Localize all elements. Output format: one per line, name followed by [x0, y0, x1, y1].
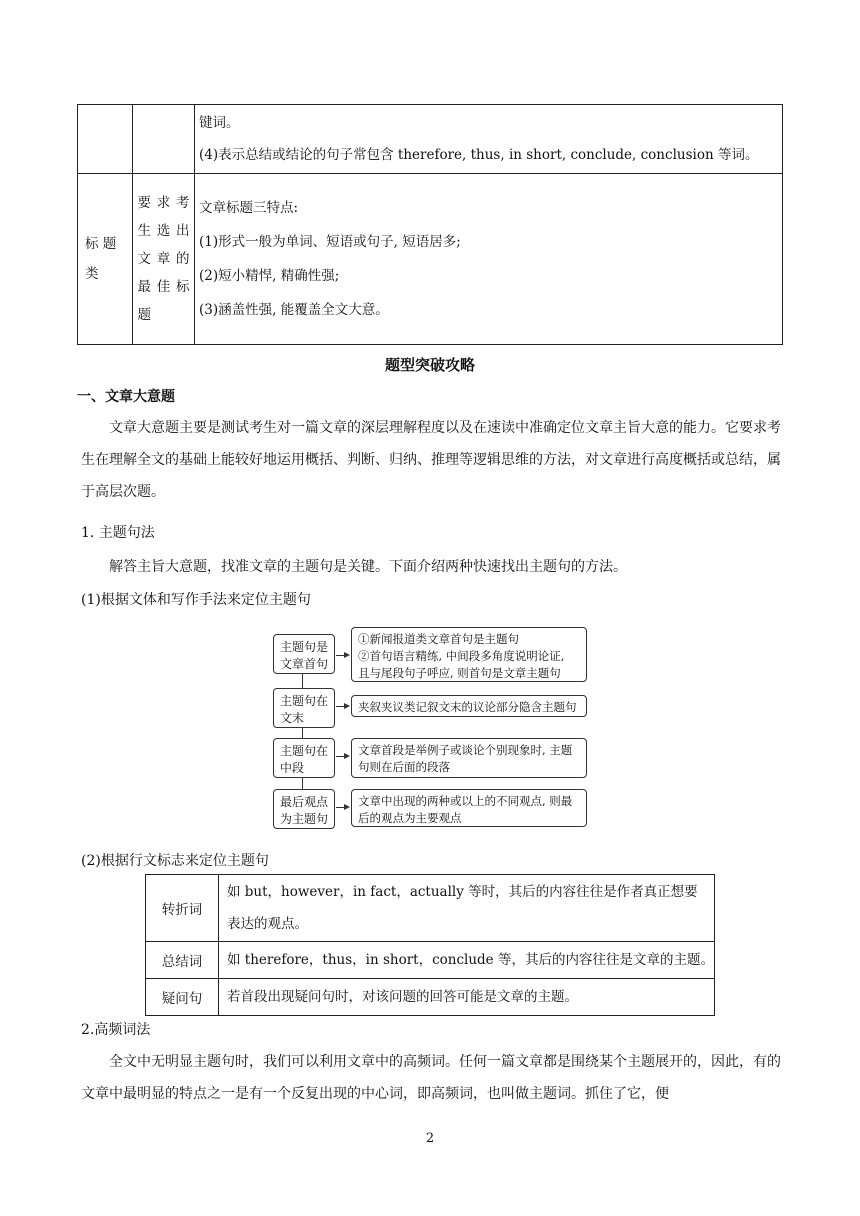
subsection-paragraph: 解答主旨大意题，找准文章的主题句是关键。下面介绍两种快速找出主题句的方法。 — [109, 559, 627, 575]
section-paragraph: 文章大意题主要是测试考生对一篇文章的深层理解程度以及在速读中准确定位文章主旨大意的能力。它要求考生在理解全文的基础上能较好地运用概括、判断、归纳、推理等逻辑思维的方法，对文章进行高度概括或总结，属于高层次题。 — [81, 420, 781, 500]
table-row — [78, 105, 783, 174]
category-cell — [78, 174, 133, 345]
method-title: (1)根据文体和写作手法来定位主题句 — [81, 592, 311, 608]
diagram-right-line: ②首句语言精练, 中间段多角度说明论证, — [358, 649, 565, 663]
signal-line: 如 but，however，in fact，actually 等时，其后的内容往往是作者真正想要 — [227, 884, 698, 900]
diagram-right-line: 句则在后面的段落 — [358, 760, 450, 774]
diagram-right-box — [351, 738, 587, 778]
subsection-title: 2.高频词法 — [81, 1022, 151, 1038]
table-row — [146, 979, 715, 1016]
table-cell-empty — [78, 105, 133, 174]
arrow-icon — [336, 756, 348, 757]
feature-line: (2)短小精悍, 精确性强; — [199, 268, 340, 284]
signal-line: 表达的观点。 — [227, 916, 308, 932]
page-number: 2 — [425, 1131, 435, 1146]
diagram-left-label: 主题句在中段 — [280, 744, 329, 775]
method-title: (2)根据行文标志来定位主题句 — [81, 853, 269, 869]
feature-line: 文章标题三特点: — [199, 200, 299, 216]
table-line: 键词。 — [199, 115, 240, 131]
feature-line: (1)形式一般为单词、短语或句子, 短语居多; — [199, 234, 461, 250]
signal-key: 总结词 — [146, 942, 219, 979]
diagram-right-line: 夹叙夹议类记叙文末的议论部分隐含主题句 — [358, 700, 577, 714]
diagram-left-label: 最后观点为主题句 — [280, 795, 329, 826]
signal-key: 转折词 — [146, 875, 219, 942]
diagram-left-box — [273, 738, 335, 778]
diagram-left-box — [273, 634, 335, 674]
page-heading: 题型突破攻略 — [384, 356, 475, 374]
table-cell-empty — [133, 105, 195, 174]
feature-line: (3)涵盖性强, 能覆盖全文大意。 — [199, 302, 389, 318]
signal-value — [219, 875, 715, 942]
diagram-right-line: 后的观点为主要观点 — [358, 811, 462, 825]
arrow-icon — [336, 807, 348, 808]
section-title: 一、文章大意题 — [77, 389, 175, 405]
diagram-right-box — [351, 789, 587, 827]
signal-line: 如 therefore，thus，in short，conclude 等，其后的内容往往是文章的主题。 — [227, 952, 714, 968]
table-row — [146, 942, 715, 979]
diagram-left-box — [273, 789, 335, 829]
signal-value — [219, 942, 715, 979]
requirement-cell — [133, 174, 195, 345]
question-type-table — [77, 104, 783, 345]
diagram-right-line: ①新闻报道类文章首句是主题句 — [358, 632, 519, 646]
diagram-right-box — [351, 627, 587, 682]
diagram-left-label: 主题句在文末 — [280, 694, 329, 725]
subsection-paragraph: 全文中无明显主题句时，我们可以利用文章中的高频词。任何一篇文章都是围绕某个主题展开的，因此，有的文章中最明显的特点之一是有一个反复出现的中心词，即高频词，也叫做主题词。抓住了它，便 — [81, 1054, 781, 1102]
category-label: 标 题 类 — [85, 235, 117, 282]
subsection-title: 1. 主题句法 — [81, 525, 155, 541]
arrow-icon — [336, 655, 348, 656]
diagram-right-line: 且与尾段句子呼应, 则首句是文章主题句 — [358, 666, 561, 680]
table-line: (4)表示总结或结论的句子常包含 therefore, thus, in short, conclude, conclusion 等词。 — [199, 147, 759, 163]
requirement-label: 要求考生选出文章的最佳标题 — [137, 195, 190, 323]
diagram-right-line: 文章中出现的两种或以上的不同观点, 则最 — [358, 794, 573, 808]
diagram-right-line: 文章首段是举例子或谈论个别现象时, 主题 — [358, 743, 573, 757]
features-cell — [195, 174, 783, 345]
signal-line: 若首段出现疑问句时，对该问题的回答可能是文章的主题。 — [227, 989, 578, 1005]
signal-key: 疑问句 — [146, 979, 219, 1016]
diagram-left-box — [273, 688, 335, 728]
diagram-right-box — [351, 695, 587, 717]
table-cell-content — [195, 105, 783, 174]
table-row — [78, 174, 783, 345]
arrow-icon — [336, 706, 348, 707]
signal-words-table — [145, 874, 715, 1016]
diagram-left-label: 主题句是文章首句 — [280, 640, 329, 671]
table-row — [146, 875, 715, 942]
signal-value — [219, 979, 715, 1016]
